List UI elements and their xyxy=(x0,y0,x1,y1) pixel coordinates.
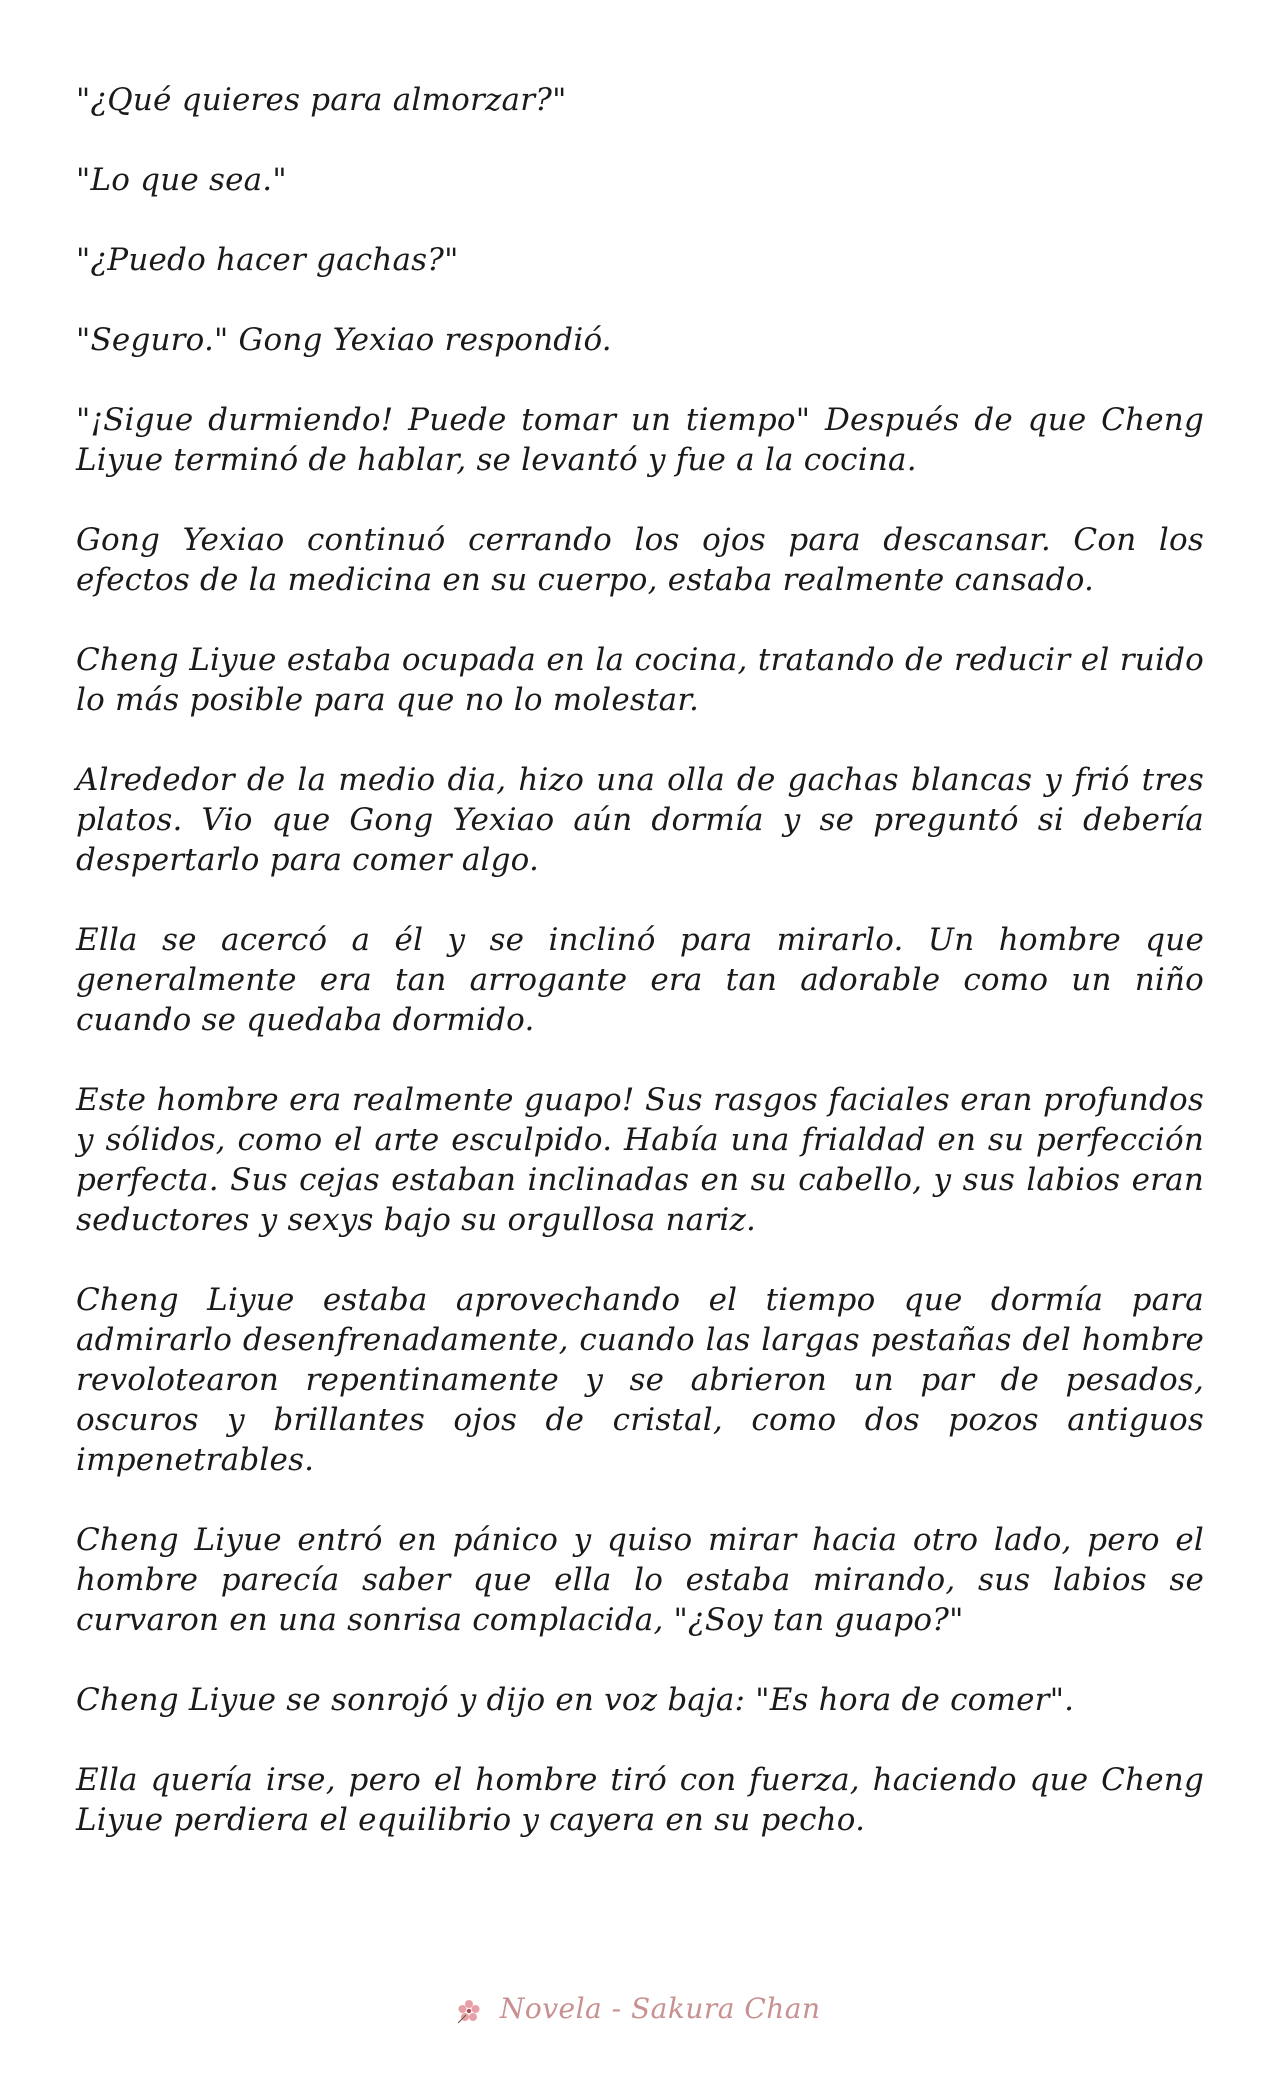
paragraph: Cheng Liyue estaba aprovechando el tiempo que dormía para admirarlo desenfrenadamente, cuando las largas pestañas del hombre revolotearon repentinamente y se abrieron un par de pesados, oscuros y brillantes ojos de cristal, como dos pozos antiguos impenetrables. xyxy=(76,1282,1204,1478)
paragraph: "¿Qué quieres para almorzar?" xyxy=(76,82,567,118)
paragraph: "Seguro." Gong Yexiao respondió. xyxy=(76,322,612,358)
paragraph: "Lo que sea." xyxy=(76,162,287,198)
paragraph: Este hombre era realmente guapo! Sus rasgos faciales eran profundos y sólidos, como el arte esculpido. Había una frialdad en su perfección perfecta. Sus cejas estaban inclinadas en su cabello, y sus labios eran seductores y sexys bajo su orgullosa nariz. xyxy=(76,1082,1204,1238)
paragraph: Alrededor de la medio dia, hizo una olla de gachas blancas y frió tres platos. Vio que Gong Yexiao aún dormía y se preguntó si debería despertarlo para comer algo. xyxy=(76,762,1204,878)
paragraph: "¡Sigue durmiendo! Puede tomar un tiempo" Después de que Cheng Liyue terminó de hablar, se levantó y fue a la cocina. xyxy=(76,402,1204,478)
paragraph: Ella quería irse, pero el hombre tiró con fuerza, haciendo que Cheng Liyue perdiera el equilibrio y cayera en su pecho. xyxy=(76,1762,1204,1838)
sakura-flower-icon xyxy=(454,1996,484,2026)
paragraph: Cheng Liyue se sonrojó y dijo en voz baja: "Es hora de comer". xyxy=(76,1682,1075,1718)
paragraph: Gong Yexiao continuó cerrando los ojos para descansar. Con los efectos de la medicina en su cuerpo, estaba realmente cansado. xyxy=(76,522,1204,598)
footer-text: Novela - Sakura Chan xyxy=(499,1992,821,2025)
paragraph: Cheng Liyue entró en pánico y quiso mirar hacia otro lado, pero el hombre parecía saber que ella lo estaba mirando, sus labios se curvaron en una sonrisa complacida, "¿Soy tan guapo?" xyxy=(76,1522,1204,1638)
paragraph: Ella se acercó a él y se inclinó para mirarlo. Un hombre que generalmente era tan arrogante era tan adorable como un niño cuando se quedaba dormido. xyxy=(76,922,1204,1038)
document-body xyxy=(76,80,1204,1880)
footer-watermark xyxy=(0,1992,1275,2026)
paragraph: Cheng Liyue estaba ocupada en la cocina, tratando de reducir el ruido lo más posible para que no lo molestar. xyxy=(76,642,1204,718)
paragraph: "¿Puedo hacer gachas?" xyxy=(76,242,459,278)
